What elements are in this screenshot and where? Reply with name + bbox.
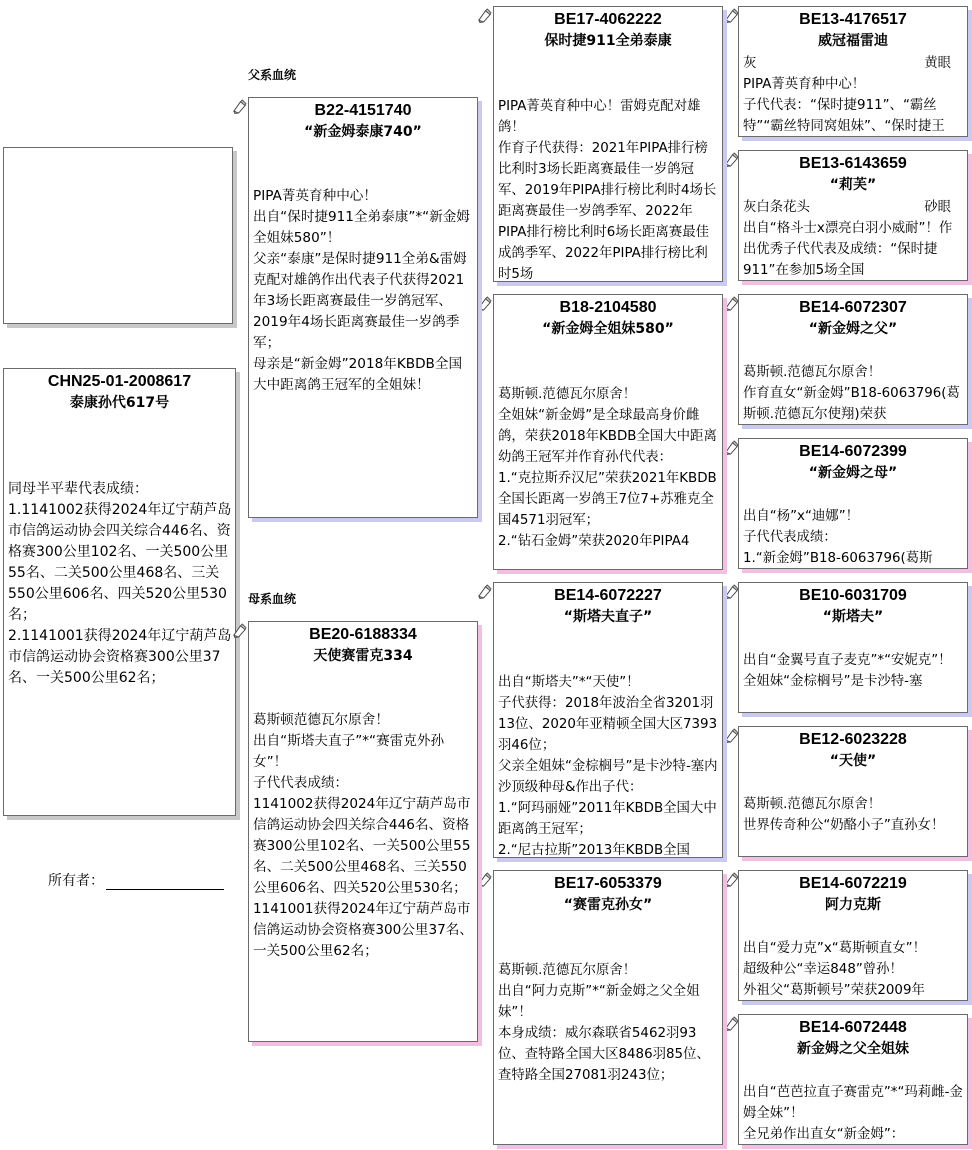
dds-ring-number: BE14-6072219 [799,875,907,892]
edit-pen-icon[interactable] [724,1016,739,1031]
photo-placeholder [3,147,233,324]
ssd-description: 出自“格斗士x漂亮白羽小威耐”！作出优秀子代代表及成绩：“保时捷911”在参加5场全国 [743,221,953,278]
dds-description: 出自“爱力克”x“葛斯顿直女”！ 超级种公“幸运848”曾孙！ 外祖父“葛斯顿号”荣获2009年 [743,941,926,998]
sss-description: PIPA菁英育种中心！ 子代代表：“保时捷911”、“霸丝特”“霸丝特同窝姐妹”、“保时捷王 [743,77,945,134]
dam-description: 葛斯顿范德瓦尔原舍！ 出自“斯塔夫直子”*“赛雷克外孙女”！ 子代代表成绩： 1141002获得2024年辽宁葫芦岛市信鸽运动协会四关综合446名、资格赛300公里102名、一关500公里55名、二关500公里468名、三关550公里606名、四关520公里530名； 1141001获得2024年辽宁葫芦岛市信鸽运动协会资格赛300公里37名、一关500公里62名； [253,712,473,959]
edit-pen-icon[interactable] [724,872,739,887]
edit-pen-icon[interactable] [477,872,492,887]
sdd-ring-number: BE14-6072399 [799,443,907,460]
sss-name: 威冠福雷迪 [818,33,888,49]
edit-pen-icon[interactable] [724,440,739,455]
sire-dam-description: 葛斯顿.范德瓦尔原舍！ 全姐妹“新金姆”是全球最高身价雌鸽，荣获2018年KBDB全国大中距离幼鸽王冠军并作育孙代代表： 1.“克拉斯乔汉尼”荣获2021年KBDB全国长距离一岁鸽王7位7+苏雅克全国4571羽冠军； 2.“钻石金姆”荣获2020年PIPA4 [498,387,717,549]
sire-name: “新金姆泰康740” [304,124,422,140]
edit-pen-icon[interactable] [477,296,492,311]
dss-ring-number: BE10-6031709 [799,587,907,604]
sire-ring-number: B22-4151740 [314,102,412,119]
sire-sire-description: PIPA菁英育种中心！雷姆克配对雄鸽！ 作育子代获得：2021年PIPA排行榜比利时3场长距离赛最佳一岁鸽冠军、2019年PIPA排行榜比利时4场长距离赛最佳一岁鸽季军、2022年PIPA排行榜比利时6场长距离赛最佳成鸽季军、2022年PIPA排行榜比利时5场 [498,99,717,282]
dss-card[interactable] [738,582,968,713]
ssd-eye: 砂眼 [924,200,951,215]
edit-pen-icon[interactable] [724,728,739,743]
sire-card[interactable] [248,97,478,518]
sds-name: “新金姆之父” [808,321,898,337]
sds-card[interactable] [738,294,968,425]
edit-pen-icon[interactable] [477,584,492,599]
dss-name: “斯塔夫” [822,609,884,625]
sire-sire-card[interactable] [493,6,723,282]
ssd-ring-number: BE13-6143659 [799,155,907,172]
ssd-color: 灰白条花头 [743,200,810,215]
edit-pen-icon[interactable] [724,152,739,167]
subject-card[interactable] [3,368,236,816]
sire-dam-card[interactable] [493,294,723,570]
dam-dam-name: “赛雷克孙女” [563,897,653,913]
sss-card[interactable] [738,6,968,137]
owner-field[interactable] [48,870,224,890]
dam-sire-card[interactable] [493,582,723,858]
sdd-name: “新金姆之母” [808,465,898,481]
dds-card[interactable] [738,870,968,1001]
edit-pen-icon[interactable] [477,8,492,23]
dam-lineage-label: 母系血统 [248,592,297,606]
sire-description: PIPA菁英育种中心！ 出自“保时捷911全弟泰康”*“新金姆全姐妹580”！ 父亲“泰康”是保时捷911全弟&雷姆克配对雄鸽作出代表子代获得2021年3场长距离赛最佳一岁鸽冠军、2019年4场长距离赛最佳一岁鸽季军； 母亲是“新金姆”2018年KBDB全国大中距离鸽王冠军的全姐妹！ [253,188,470,393]
sss-ring-number: BE13-4176517 [799,11,907,28]
edit-pen-icon[interactable] [724,8,739,23]
edit-pen-icon[interactable] [724,584,739,599]
sdd-card[interactable] [738,438,968,569]
dam-sire-ring-number: BE14-6072227 [554,587,662,604]
dds-name: 阿力克斯 [825,897,881,913]
ddd-name: 新金姆之父全姐妹 [797,1041,909,1057]
dam-dam-ring-number: BE17-6053379 [554,875,662,892]
sire-lineage-label: 父系血统 [248,68,297,82]
sds-ring-number: BE14-6072307 [799,299,907,316]
dsd-name: “天使” [829,753,877,769]
dam-dam-card[interactable] [493,870,723,1145]
ddd-ring-number: BE14-6072448 [799,1019,907,1036]
sire-sire-ring-number: BE17-4062222 [554,11,662,28]
dsd-card[interactable] [738,726,968,857]
ddd-description: 出自“芭芭拉直子赛雷克”*“玛莉雌-金姆全妹”！ 全兄弟作出直女“新金姆”： [743,1085,963,1142]
dam-ring-number: BE20-6188334 [309,626,417,643]
dss-description: 出自“金翼号直子麦克”*“安妮克”！ 全姐妹“金棕榈号”是卡沙特-塞 [743,653,952,689]
subject-description: 同母半平辈代表成绩： 1.1141002获得2024年辽宁葫芦岛市信鸽运动协会四关综合446名、资格赛300公里102名、一关500公里55名、二关500公里468名、三关550公里606名、四关520公里530名； 2.1141001获得2024年辽宁葫芦岛市信鸽运动协会资格赛300公里37名、一关500公里62名； [8,481,232,686]
dam-card[interactable] [248,621,478,1042]
ssd-card[interactable] [738,150,968,281]
ddd-card[interactable] [738,1014,968,1145]
sire-sire-name: 保时捷911全弟泰康 [544,33,672,49]
sire-dam-ring-number: B18-2104580 [559,299,657,316]
sds-description: 葛斯顿.范德瓦尔原舍！ 作育直女“新金姆”B18-6063796(葛斯顿.范德瓦尔使翔)荣获 [743,365,960,422]
edit-pen-icon[interactable] [724,296,739,311]
subject-ring-number: CHN25-01-2008617 [47,373,192,390]
dam-name: 天使赛雷克334 [313,648,413,664]
sire-dam-name: “新金姆全姐妹580” [542,321,674,337]
sdd-description: 出自“杨”x“迪娜”！ 子代代表成绩： 1.“新金姆”B18-6063796(葛斯 [743,509,933,566]
ssd-name: “莉芙” [829,177,877,193]
dam-sire-name: “斯塔夫直子” [563,609,653,625]
edit-pen-icon[interactable] [232,99,247,114]
sss-color: 灰 [743,56,757,71]
edit-pen-icon[interactable] [232,623,247,638]
sss-eye: 黄眼 [924,56,951,71]
dam-sire-description: 出自“斯塔夫”*“天使”！ 子代获得：2018年波治全省3201羽13位、2020年亚精顿全国大区7393羽46位； 父亲全姐妹“金棕榈号”是卡沙特-塞内沙顶级种母&作出子代： 1.“阿玛丽娅”2011年KBDB全国大中距离鸽王冠军； 2.“尼古拉斯”2013年KBDB全国 [498,675,718,858]
dam-dam-description: 葛斯顿.范德瓦尔原舍！ 出自“阿力克斯”*“新金姆之父全姐妹”！ 本身成绩：威尔森联省5462羽93位、查特路全国大区8486羽85位、查特路全国27081羽243位； [498,963,710,1083]
dsd-ring-number: BE12-6023228 [799,731,907,748]
owner-signature-line[interactable] [106,875,224,890]
dsd-description: 葛斯顿.范德瓦尔原舍！ 世界传奇种公“奶酪小子”直孙女！ [743,797,945,833]
subject-name: 泰康孙代617号 [69,395,170,411]
owner-label: 所有者： [48,873,104,889]
